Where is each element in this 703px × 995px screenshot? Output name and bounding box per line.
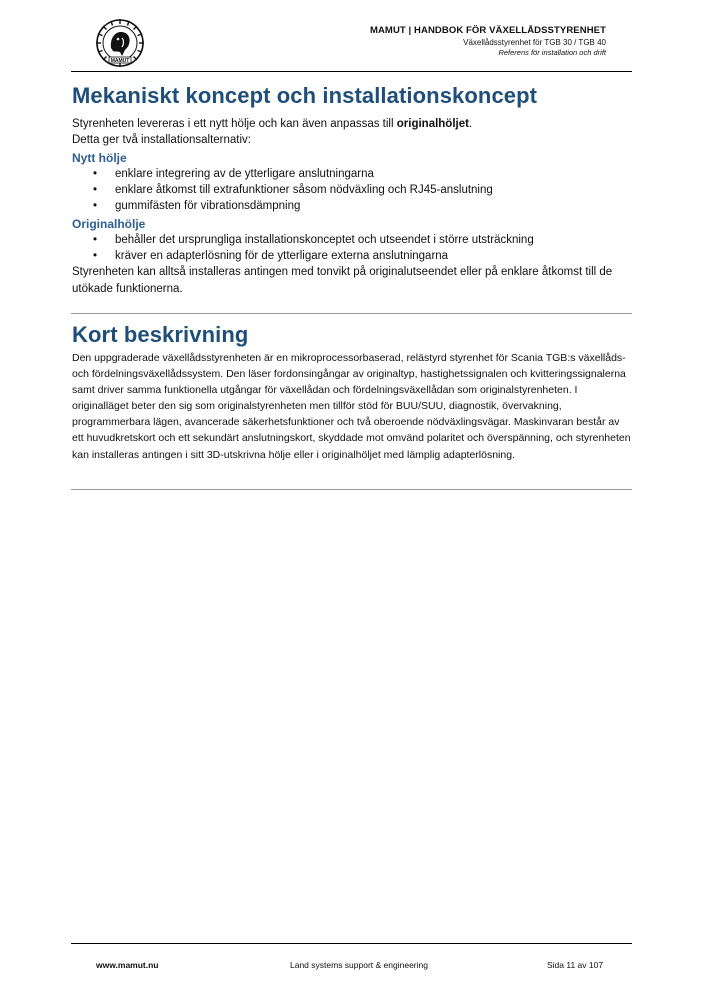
list-item bbox=[72, 182, 632, 198]
bullet-icon: • bbox=[93, 250, 98, 262]
bullet-list-new-housing bbox=[72, 166, 632, 214]
list-item bbox=[72, 166, 632, 182]
header-divider bbox=[71, 71, 632, 72]
header-subsubtitle: Referens för installation och drift bbox=[498, 48, 606, 57]
list-item bbox=[72, 248, 632, 264]
intro-text: Styrenheten levereras i ett nytt hölje och kan även anpassas till bbox=[72, 118, 397, 130]
header-title: MAMUT | HANDBOK FÖR VÄXELLÅDSSTYRENHET bbox=[369, 25, 606, 36]
bullet-icon: • bbox=[93, 200, 98, 212]
intro-bold-term: originalhöljet bbox=[396, 118, 469, 130]
list-item-text: kräver en adapterlösning för de ytterligare externa anslutningarna bbox=[115, 250, 449, 262]
page-number: Sida 11 av 107 bbox=[547, 960, 604, 970]
svg-text:MAMUT: MAMUT bbox=[110, 58, 130, 64]
section-divider bbox=[71, 489, 632, 490]
closing-paragraph: Styrenheten kan alltså installeras antingen med tonvikt på originalutseendet eller på enklare åtkomst till de utökade funktionerna. bbox=[72, 266, 613, 295]
bullet-list-original-housing bbox=[72, 232, 632, 264]
intro-line-2: Detta ger två installationsalternativ: bbox=[72, 134, 251, 146]
section-heading: Mekaniskt koncept och installationskoncept bbox=[72, 83, 538, 108]
section-heading: Kort beskrivning bbox=[72, 322, 249, 347]
footer-divider bbox=[71, 943, 632, 944]
mamut-logo-icon bbox=[95, 18, 145, 68]
list-item-text: enklare integrering av de ytterligare anslutningarna bbox=[115, 168, 374, 180]
list-item-text: behåller det ursprungliga installationskonceptet och utseendet i större utsträckning bbox=[115, 234, 534, 246]
footer-tagline: Land systems support & engineering bbox=[290, 960, 428, 970]
footer-website-link[interactable]: www.mamut.nu bbox=[96, 960, 159, 970]
list-item bbox=[72, 198, 632, 214]
bullet-icon: • bbox=[93, 184, 98, 196]
intro-suffix: . bbox=[468, 118, 473, 130]
list-item-text: gummifästen för vibrationsdämpning bbox=[115, 200, 301, 212]
bullet-icon: • bbox=[93, 234, 98, 246]
list-item bbox=[72, 232, 632, 248]
page-header bbox=[370, 25, 606, 57]
header-subtitle: Växellådsstyrenhet för TGB 30 / TGB 40 bbox=[463, 38, 606, 47]
section-divider bbox=[71, 313, 632, 314]
subheading-new-housing: Nytt hölje bbox=[72, 151, 127, 165]
bullet-icon: • bbox=[93, 168, 98, 180]
intro-paragraph bbox=[72, 116, 632, 132]
subheading-original-housing: Originalhölje bbox=[72, 217, 146, 231]
section-short-description bbox=[72, 322, 632, 463]
description-paragraph: Den uppgraderade växellådsstyrenheten är en mikroprocessorbaserad, relästyrd styrenhet för Scania TGB:s växellåds- och fördelningsväxellådssystem. Den läser fordonsingångar av originaltyp, hastighetssignalen och kvitteringssignalerna samt driver samma funktionella utgångar för växellådan och fördelningsväxellådan som originalstyrenheten. I originalläget beter den sig som originalstyrenheten men tillför stöd för BUU/SUU, diagnostik, övervakning, programmerbara lägen, avancerade säkerhetsfunktioner och två oberoende nödväxlingsvägar. Maskinvaran består av ett huvudkretskort och ett sekundärt anslutningskort, skyddade mot omvänd polaritet och överspänning, och styrenheten kan installeras antingen i sitt 3D-utskrivna hölje eller i originalhöljet med lämplig adapterlösning. bbox=[72, 352, 631, 461]
list-item-text: enklare åtkomst till extrafunktioner såsom nödväxling och RJ45-anslutning bbox=[115, 184, 493, 196]
section-mechanical-concept bbox=[72, 83, 632, 298]
